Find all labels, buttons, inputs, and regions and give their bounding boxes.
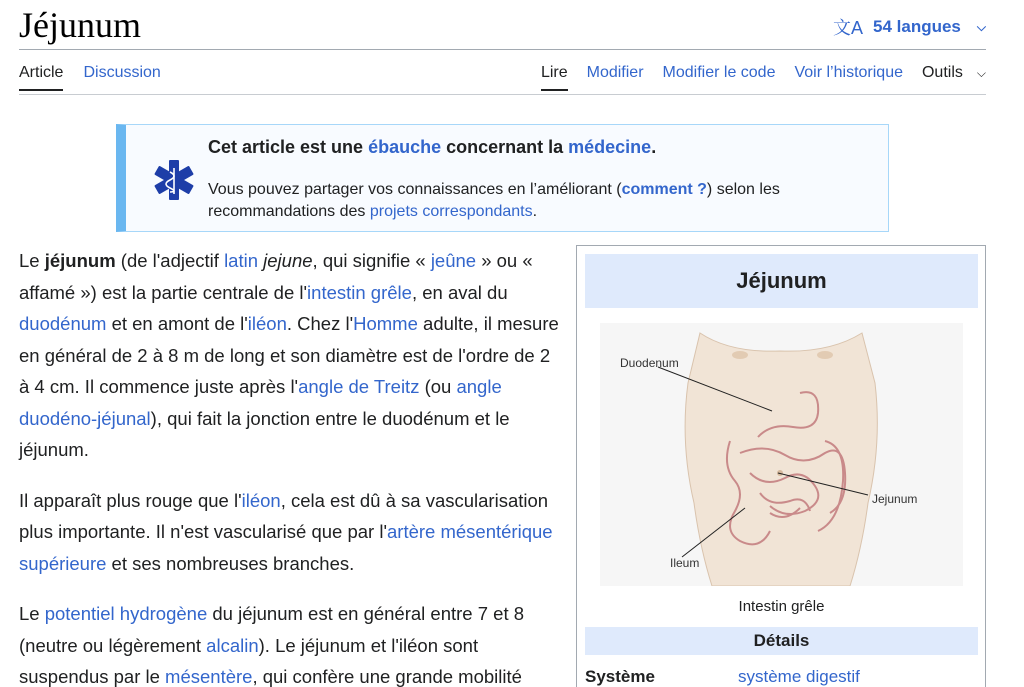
page-title: Jéjunum <box>19 5 141 45</box>
link-ebauche[interactable]: ébauche <box>368 137 442 157</box>
link-potentiel-hydrogene[interactable]: potentiel hydrogène <box>44 603 208 624</box>
link-alcalin[interactable]: alcalin <box>206 634 259 656</box>
link-intestin-grele[interactable]: intestin grêle <box>307 281 412 303</box>
label-ileum: Ileum <box>670 556 700 570</box>
star-of-life-icon <box>152 158 196 202</box>
paragraph-3 <box>19 598 559 687</box>
stub-text: concernant la <box>441 137 569 157</box>
article-body <box>19 245 559 687</box>
link-homme[interactable]: Homme <box>353 313 418 334</box>
text: , qui confère une grande mobilité <box>252 666 522 687</box>
tab-edit-source[interactable]: Modifier le code <box>662 64 776 81</box>
tab-article[interactable]: Article <box>19 64 63 91</box>
term-bold: jéjunum <box>44 250 116 271</box>
namespace-tabs <box>19 64 161 91</box>
text: (de l'adjectif <box>115 250 225 271</box>
text: et en amont de l' <box>106 313 248 334</box>
text: ). Le jéjunum et l'iléon sont suspendus par le <box>19 634 479 687</box>
tab-edit[interactable]: Modifier <box>586 64 644 81</box>
link-medecine[interactable]: médecine <box>568 137 652 157</box>
stub-text: . <box>532 203 538 220</box>
tools-menu[interactable] <box>922 64 986 91</box>
link-artere-mesenterique[interactable]: artère mésentérique supérieure <box>19 521 553 574</box>
text: » ou « affamé ») est la partie centrale de l' <box>19 250 533 303</box>
text: Le <box>19 250 45 271</box>
language-selector[interactable] <box>833 14 986 40</box>
link-angle-de-treitz[interactable]: angle de Treitz <box>298 376 420 397</box>
link-ileon[interactable]: iléon <box>247 313 287 334</box>
anatomy-image[interactable] <box>600 323 963 586</box>
link-projets[interactable]: projets correspondants <box>369 203 533 220</box>
view-tabs <box>541 64 986 91</box>
stub-body <box>208 179 868 223</box>
infobox-row-label: Système <box>585 667 655 686</box>
text: ), qui fait la jonction entre le duodénum et le jéjunum. <box>19 407 510 460</box>
infobox <box>576 245 986 687</box>
stub-text: Cet article est une <box>208 137 369 157</box>
text: adulte, il mesure en général de 2 à 8 m de long et son diamètre est de l'ordre de 2 à 4 cm. Il commence juste après l' <box>19 313 559 397</box>
paragraph-1 <box>19 245 559 466</box>
link-ileon[interactable]: iléon <box>241 489 281 511</box>
tools-label: Outils <box>921 64 963 81</box>
tab-history[interactable]: Voir l’historique <box>794 64 903 81</box>
link-comment[interactable]: comment ? <box>621 181 707 198</box>
stub-notice <box>116 124 889 232</box>
infobox-title: Jéjunum <box>585 254 978 308</box>
link-systeme-digestif[interactable]: système digestif <box>738 667 860 686</box>
infobox-section-header: Détails <box>585 627 978 655</box>
text: du jéjunum est en général entre 7 et 8 (neutre ou légèrement <box>19 603 525 656</box>
text: , en aval du <box>411 281 508 303</box>
stub-text: Vous pouvez partager vos connaissances en l’améliorant ( <box>208 181 622 198</box>
image-caption: Intestin grêle <box>738 598 825 615</box>
text: . Chez l' <box>286 313 354 334</box>
link-mesentere[interactable]: mésentère <box>165 666 253 687</box>
tab-read[interactable]: Lire <box>541 64 568 91</box>
link-angle-duodeno-jejunal[interactable]: angle duodéno-jéjunal <box>19 376 502 429</box>
text: , cela est dû à sa vascularisation plus importante. Il n'est vascularisé que par l' <box>19 489 549 542</box>
stub-text: . <box>651 137 657 157</box>
stub-headline <box>208 137 656 158</box>
text: (ou <box>419 376 457 397</box>
term-italic: jejune <box>263 250 313 271</box>
link-duodenum[interactable]: duodénum <box>19 313 107 334</box>
tab-discussion[interactable]: Discussion <box>83 64 161 81</box>
paragraph-2 <box>19 485 559 580</box>
translate-icon: 文A <box>833 18 864 38</box>
text: Il apparaît plus rouge que l' <box>19 489 242 511</box>
label-jejunum: Jejunum <box>872 492 918 506</box>
chevron-down-icon: ⌵ <box>976 19 986 34</box>
language-count: 54 langues <box>873 17 961 36</box>
stub-text: ) selon les recommandations des <box>208 181 780 220</box>
text: Le <box>19 603 45 624</box>
chevron-down-icon: ⌵ <box>976 66 986 80</box>
link-jeune[interactable]: jeûne <box>430 250 477 271</box>
link-latin[interactable]: latin <box>224 250 259 271</box>
text: et ses nombreuses branches. <box>106 552 355 574</box>
tabs-divider <box>19 94 986 95</box>
label-duodenum: Duodenum <box>620 356 679 370</box>
title-divider <box>19 49 986 50</box>
text: , qui signifie « <box>312 250 431 271</box>
